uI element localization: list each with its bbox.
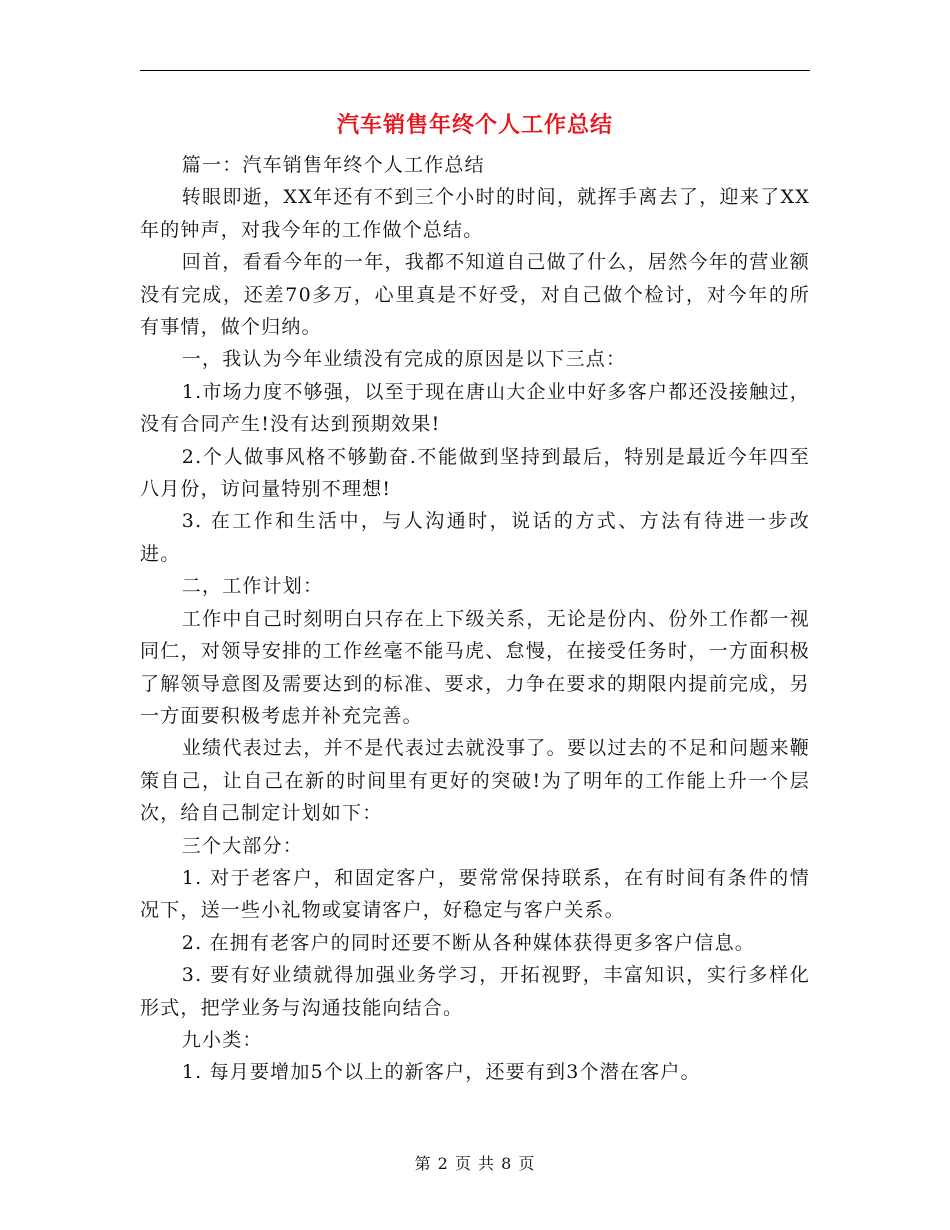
paragraph: 业绩代表过去，并不是代表过去就没事了。要以过去的不足和问题来鞭策自己，让自己在新的时间里有更好的突破!为了明年的工作能上升一个层次，给自己制定计划如下： — [140, 737, 810, 825]
paragraph: 2.个人做事风格不够勤奋.不能做到坚持到最后，特别是最近今年四至八月份，访问量特别不理想! — [140, 445, 810, 501]
paragraph: 转眼即逝，XX年还有不到三个小时的时间，就挥手离去了，迎来了XX年的钟声，对我今年的工作做个总结。 — [140, 186, 810, 241]
paragraph: 九小类： — [181, 1028, 263, 1051]
document-title: 汽车销售年终个人工作总结 — [336, 112, 613, 138]
paragraph: 三个大部分： — [181, 834, 303, 857]
paragraph: 篇一：汽车销售年终个人工作总结 — [181, 154, 485, 176]
paragraph: 一，我认为今年业绩没有完成的原因是以下三点： — [181, 348, 627, 371]
paragraph: 1. 对于老客户，和固定客户，要常常保持联系，在有时间有条件的情况下，送一些小礼物或宴请客户，好稳定与客户关系。 — [140, 866, 810, 922]
paragraph: 工作中自己时刻明白只存在上下级关系，无论是份内、份外工作都一视同仁，对领导安排的工作丝毫不能马虎、怠慢，在接受任务时，一方面积极了解领导意图及需要达到的标准、要求，力争在要求的期限内提前完成，另一方面要积极考虑并补充完善。 — [140, 607, 810, 727]
document-body — [140, 149, 810, 1089]
paragraph: 回首，看看今年的一年，我都不知道自己做了什么，居然今年的营业额没有完成，还差70多万，心里真是不好受，对自己做个检讨，对今年的所有事情，做个归纳。 — [140, 251, 810, 339]
paragraph: 2. 在拥有老客户的同时还要不断从各种媒体获得更多客户信息。 — [181, 931, 755, 954]
paragraph: 二，工作计划： — [181, 575, 324, 598]
header-rule — [140, 70, 810, 71]
page-number-footer: 第 2 页 共 8 页 — [414, 1154, 536, 1173]
paragraph: 1. 每月要增加5个以上的新客户，还要有到3个潜在客户。 — [181, 1061, 701, 1084]
paragraph: 1.市场力度不够强，以至于现在唐山大企业中好多客户都还没接触过，没有合同产生!没有达到预期效果! — [140, 380, 810, 436]
paragraph: 3. 要有好业绩就得加强业务学习，开拓视野，丰富知识，实行多样化形式，把学业务与沟通技能向结合。 — [140, 964, 810, 1019]
paragraph: 3. 在工作和生活中，与人沟通时，说话的方式、方法有待进一步改进。 — [140, 510, 810, 565]
